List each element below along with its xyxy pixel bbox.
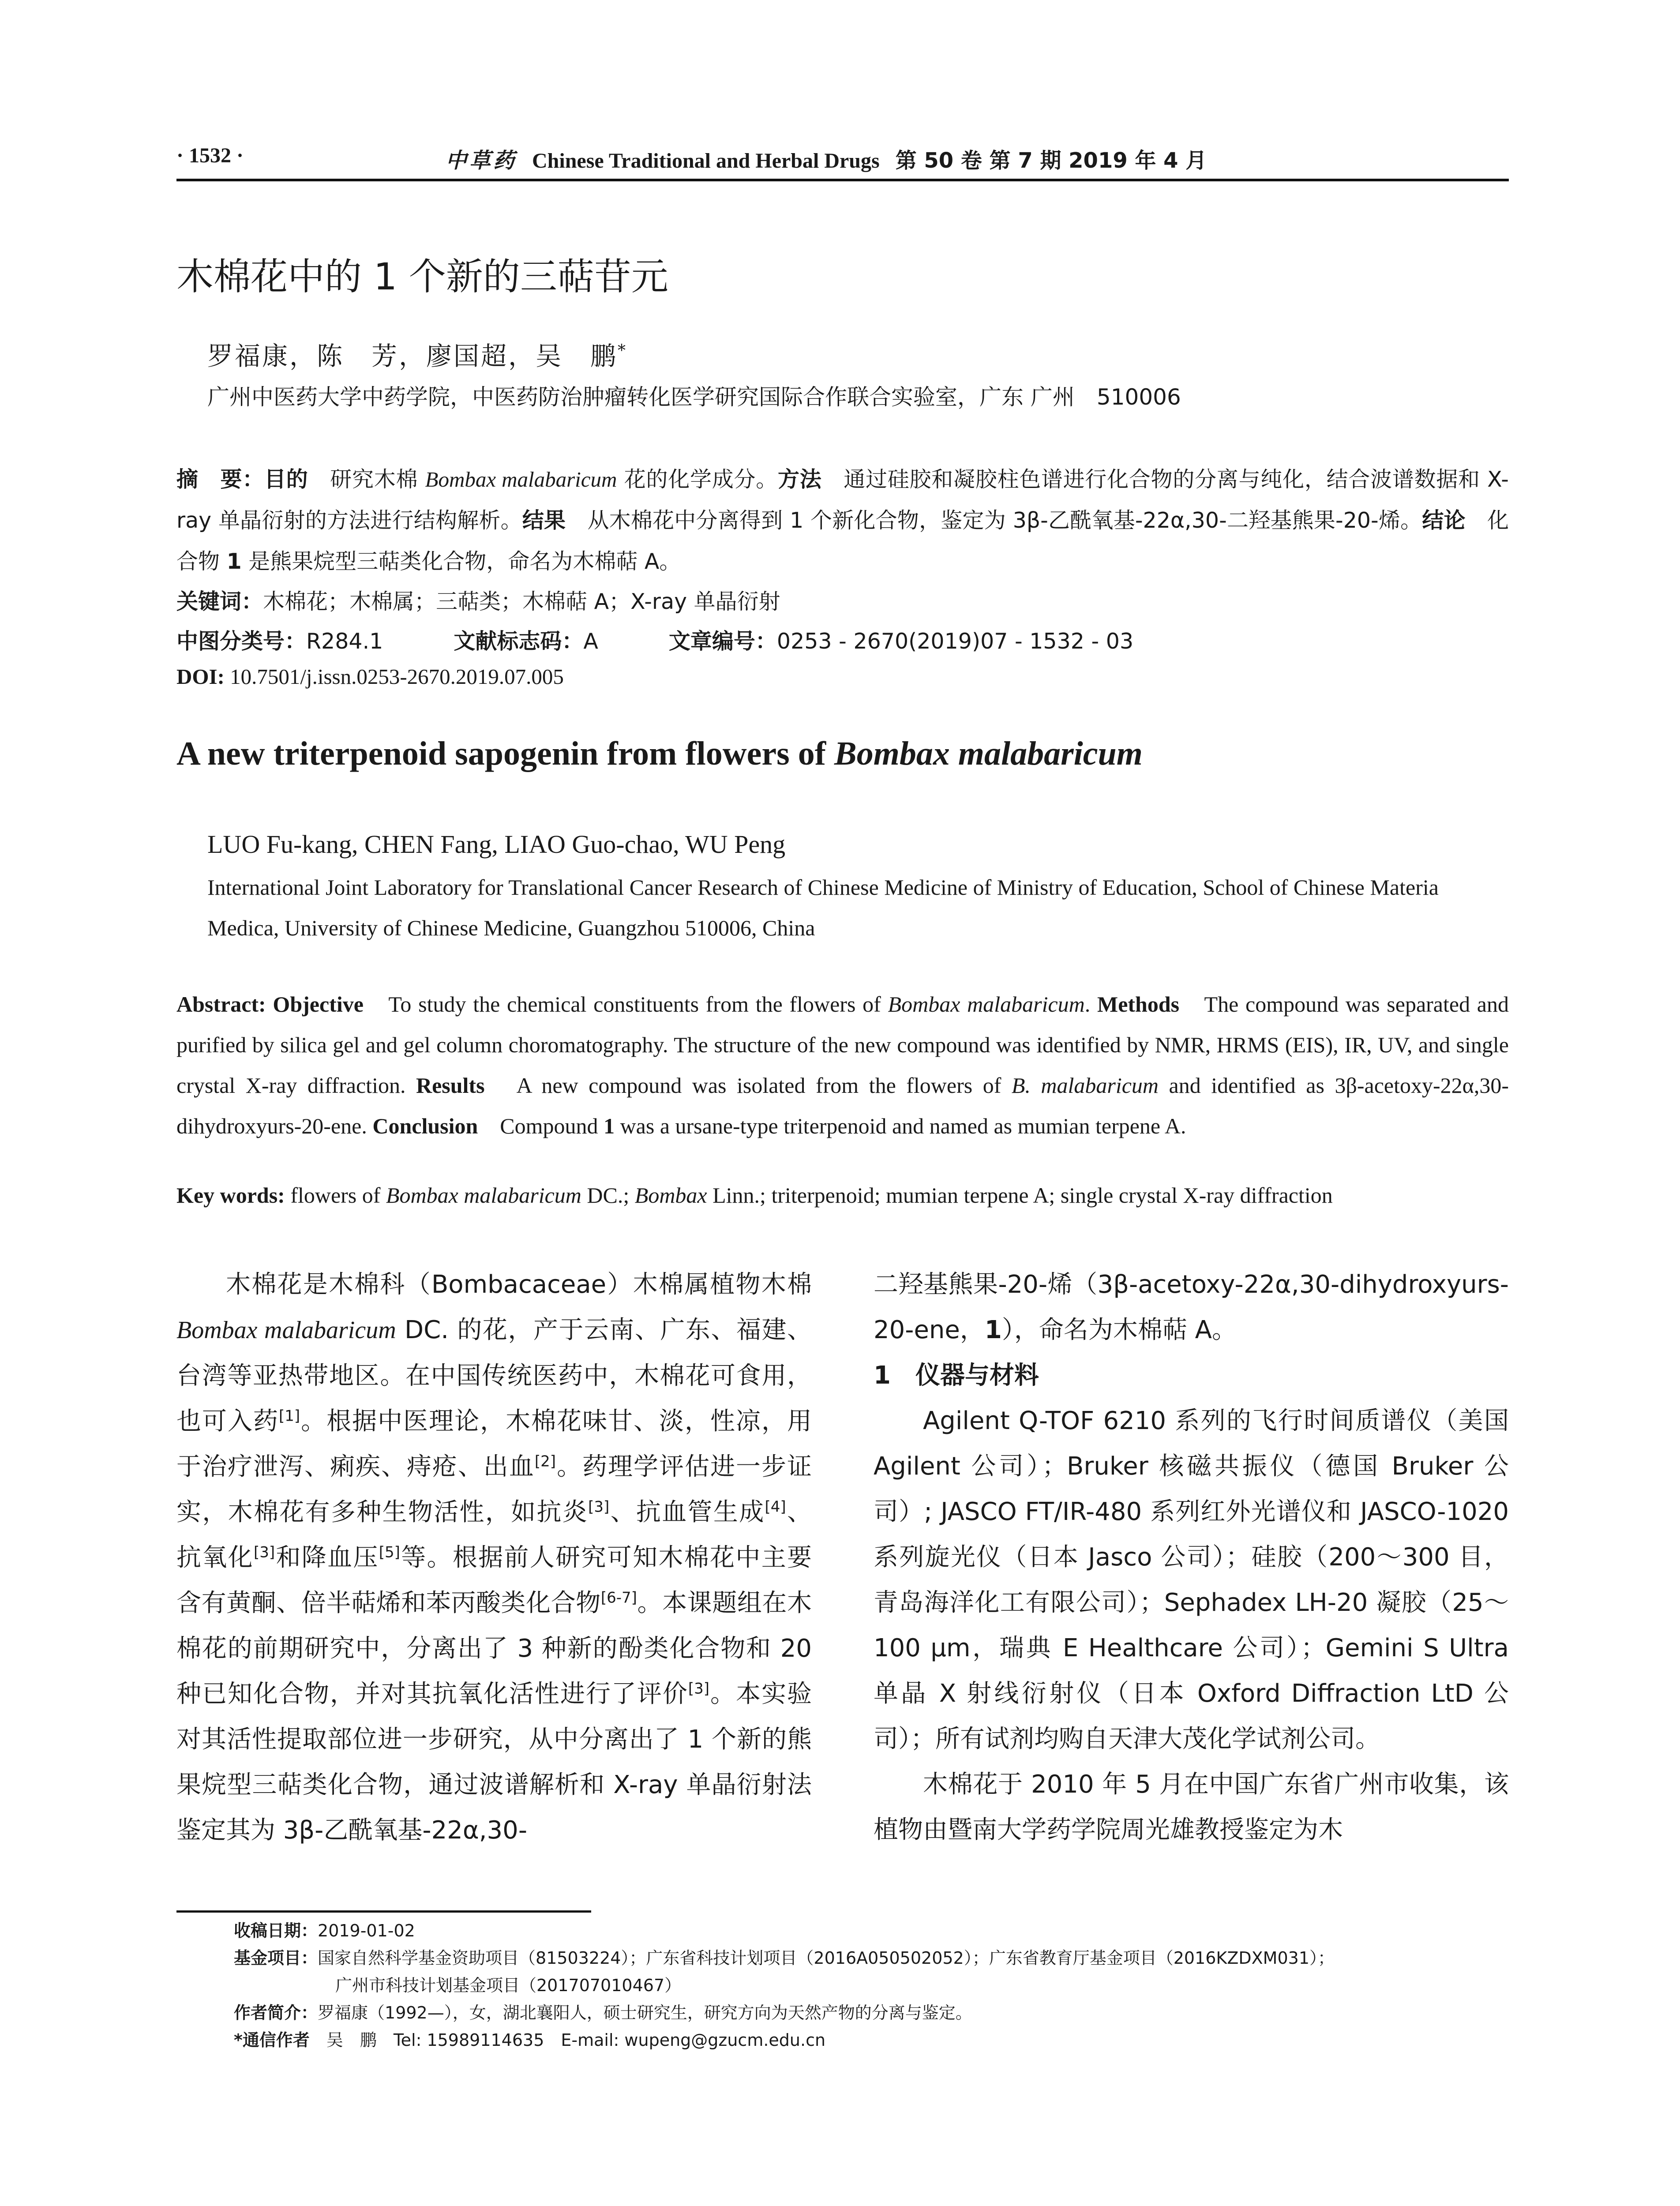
- authors-en: LUO Fu-kang, CHEN Fang, LIAO Guo-chao, WU Peng: [207, 830, 786, 859]
- abstract-en-objective-end: .: [1084, 992, 1097, 1017]
- section-heading: 1 仪器与材料: [874, 1361, 1039, 1390]
- abstract-cn-results-label: 结果: [522, 508, 566, 533]
- footnote-received: [234, 1917, 1509, 1944]
- abstract-en: [176, 984, 1509, 1146]
- affiliation-en: International Joint Laboratory for Translational Cancer Research of Chinese Medicine of Ministry of Education, School of Chinese Materia Medica, University of Chinese Medicine, Guangzhou 510006, China: [207, 875, 1439, 940]
- abstract-cn-label: 摘 要：: [176, 467, 264, 492]
- citation: [4]: [765, 1498, 786, 1516]
- abstract-cn: [176, 459, 1509, 582]
- body-text: ），命名为木棉萜 A。: [1001, 1316, 1237, 1344]
- abstract-cn-methods-label: 方法: [777, 467, 822, 492]
- keywords-en: [176, 1182, 1333, 1208]
- footnote-text: 2019-01-02: [318, 1921, 415, 1940]
- body-text: 木棉花是木棉科（Bombacaceae）木棉属植物木棉: [226, 1270, 812, 1299]
- journal-name-cn: 中草药: [446, 148, 518, 173]
- abstract-cn-conclusion: 化合物: [176, 508, 1509, 574]
- body-text: 。药理学评估进一步证实，木棉花有多种生物活性，如抗炎: [176, 1452, 812, 1527]
- keywords-en-label: Key words:: [176, 1183, 285, 1208]
- page-number: · 1532 ·: [176, 144, 244, 167]
- footnotes: [234, 1917, 1509, 2054]
- corresponding-mark: *: [618, 341, 628, 360]
- authors-cn-names: 罗福康，陈 芳，廖国超，吴 鹏: [207, 341, 618, 371]
- keywords-en-text: flowers of: [285, 1183, 386, 1208]
- species-name: Bombax malabaricum: [888, 992, 1085, 1017]
- citation: [3]: [253, 1543, 275, 1561]
- journal-issue: 第 50 卷 第 7 期 2019 年 4 月: [895, 148, 1207, 173]
- article-title-en: [176, 735, 1143, 773]
- species-name: Bombax malabaricum: [425, 467, 617, 491]
- article-id-value: 0253 - 2670(2019)07 - 1532 - 03: [776, 629, 1134, 654]
- abstract-cn-conclusion-end: 是熊果烷型三萜类化合物，命名为木棉萜 A。: [241, 549, 681, 574]
- abstract-cn-objective-end: 花的化学成分。: [617, 467, 778, 492]
- keywords-cn-label: 关键词：: [176, 589, 263, 614]
- doi-label: DOI:: [176, 664, 225, 689]
- clc-label: 中图分类号：: [176, 629, 307, 654]
- abstract-cn-methods: 通过硅胶和凝胶柱色谱进行化合物的分离与纯化，结合波谱数据和 X-ray 单晶衍射的方法进行结构解析。: [176, 467, 1509, 533]
- article-title-en-species: Bombax malabaricum: [834, 735, 1143, 772]
- article-title-en-text: A new triterpenoid sapogenin from flowers of: [176, 735, 835, 772]
- abstract-en-label: Abstract: Objective: [176, 992, 364, 1017]
- footnote-author-bio: [234, 1999, 1509, 2026]
- abstract-en-results-end: and identified as 3β-acetoxy-22α,30-dihydroxyurs-20-ene.: [176, 1073, 1509, 1138]
- affiliation-cn: 广州中医药大学中药学院，中医药防治肿瘤转化医学研究国际合作联合实验室，广东 广州 510006: [207, 384, 1181, 410]
- footnote-label: 作者简介：: [234, 2003, 318, 2022]
- body-text: DC. 的花，产于云南、广东、福建、台湾等亚热带地区。在中国传统医药中，木棉花可食用，也可入药: [176, 1316, 812, 1436]
- doc-code-label: 文献标志码：: [454, 629, 584, 654]
- species-name: Bombax malabaricum: [386, 1183, 581, 1208]
- doi-value: 10.7501/j.issn.0253-2670.2019.07.005: [230, 664, 564, 689]
- footnote-label: *通信作者: [234, 2030, 310, 2050]
- article-id-label: 文章编号：: [668, 629, 777, 654]
- footnote-text: 国家自然科学基金资助项目（81503224）；广东省科技计划项目（2016A050502052）；广东省教育厅基金项目（2016KZDXM031）；: [318, 1948, 1335, 1968]
- body-paragraph: [874, 1262, 1509, 1353]
- classification-line: [176, 624, 1133, 655]
- species-name: B. malabaricum: [1011, 1073, 1159, 1098]
- footnote-text: 广州市科技计划基金项目（201707010467）: [335, 1976, 682, 1995]
- abstract-en-conclusion-label: Conclusion: [372, 1114, 478, 1138]
- compound-number: 1: [984, 1316, 1002, 1344]
- keywords-cn: [176, 585, 780, 615]
- abstract-en-results: A new compound was isolated from the flowers of: [484, 1073, 1012, 1098]
- body-text: 二羟基熊果-20-烯（3β-acetoxy-22α,30-dihydroxyurs-20-ene，: [874, 1270, 1509, 1344]
- footnote-label: 收稿日期：: [234, 1921, 318, 1940]
- clc-value: R284.1: [306, 629, 383, 654]
- compound-number: 1: [604, 1114, 615, 1138]
- abstract-en-results-label: Results: [416, 1073, 485, 1098]
- body-paragraph: [176, 1262, 812, 1853]
- body-text: 。本课题组在木棉花的前期研究中，分离出了 3 种新的酚类化合物和 20 种已知化合物，并对其抗氧化活性进行了评价: [176, 1589, 812, 1708]
- citation: [3]: [688, 1680, 710, 1698]
- doi-line: [176, 664, 564, 689]
- body-column-right: [874, 1262, 1509, 1853]
- citation: [1]: [278, 1407, 300, 1425]
- footnote-text: 吴 鹏 Tel: 15989114635 E-mail: wupeng@gzucm.edu.cn: [309, 2030, 826, 2050]
- keywords-en-text: DC.;: [581, 1183, 635, 1208]
- citation: [2]: [534, 1452, 556, 1471]
- abstract-en-methods-label: Methods: [1097, 992, 1180, 1017]
- body-text: 等。根据前人研究可知木棉花中主要含有黄酮、倍半萜烯和苯丙酸类化合物: [176, 1543, 812, 1617]
- citation: [5]: [379, 1543, 400, 1561]
- journal-line: [446, 143, 1207, 174]
- abstract-cn-results: 从木棉花中分离得到 1 个新化合物，鉴定为 3β-乙酰氧基-22α,30-二羟基熊果-20-烯。: [566, 508, 1422, 533]
- doc-code-value: A: [583, 629, 598, 654]
- abstract-cn-objective-label: 目的: [264, 467, 308, 492]
- keywords-en-text: Linn.; triterpenoid; mumian terpene A; single crystal X-ray diffraction: [707, 1183, 1333, 1208]
- body-text: 。根据中医理论，木棉花味甘、淡，性凉，用于治疗泄泻、痢疾、痔疮、出血: [176, 1407, 812, 1481]
- running-header: [176, 139, 1509, 181]
- footnote-corresponding: [234, 2026, 1509, 2054]
- citation: [6-7]: [600, 1589, 637, 1607]
- abstract-en-conclusion-end: was a ursane-type triterpenoid and named as mumian terpene A.: [615, 1114, 1186, 1138]
- article-title-cn: 木棉花中的 1 个新的三萜苷元: [176, 255, 668, 298]
- body-paragraph: Agilent Q-TOF 6210 系列的飞行时间质谱仪（美国 Agilent 公司）；Bruker 核磁共振仪（德国 Bruker 公司）; JASCO FT/IR-480 系列红外光谱仪和 JASCO-1020 系列旋光仪（日本 Jasco 公司）；硅胶（200～300 目，青岛海洋化工有限公司）；Sephadex LH-20 凝胶（25～100 μm，瑞典 E Healthcare 公司）；Gemini S Ultra 单晶 X 射线衍射仪（日本 Oxford Diffraction LtD 公司）；所有试剂均购自天津大茂化学试剂公司。: [874, 1407, 1509, 1753]
- footnote-funding: [234, 1944, 1509, 1999]
- body-column-left: [176, 1262, 812, 1853]
- citation: [3]: [588, 1498, 610, 1516]
- body-paragraph: 木棉花于 2010 年 5 月在中国广东省广州市收集，该植物由暨南大学药学院周光雄教授鉴定为木: [874, 1770, 1509, 1844]
- body-text: 。本实验对其活性提取部位进一步研究，从中分离出了 1 个新的熊果烷型三萜类化合物，通过波谱解析和 X-ray 单晶衍射法鉴定其为 3β-乙酰氧基-22α,30-: [176, 1680, 812, 1845]
- footnote-label: 基金项目：: [234, 1948, 318, 1968]
- abstract-cn-conclusion-label: 结论: [1422, 508, 1466, 533]
- footnote-rule: [176, 1910, 591, 1913]
- footnote-text: 罗福康（1992—），女，湖北襄阳人，硕士研究生，研究方向为天然产物的分离与鉴定。: [318, 2003, 972, 2022]
- body-text: 、抗血管生成: [609, 1498, 765, 1527]
- body-text: 和降血压: [275, 1543, 379, 1572]
- compound-number: 1: [226, 549, 242, 574]
- abstract-en-methods: The compound was separated and purified by silica gel and gel column choromatography. The structure of the new compound was identified by NMR, HRMS (EIS), IR, UV, and single crystal X-ray diffraction.: [176, 992, 1509, 1098]
- abstract-en-conclusion: Compound: [478, 1114, 604, 1138]
- keywords-cn-text: 木棉花；木棉属；三萜类；木棉萜 A；X-ray 单晶衍射: [263, 589, 780, 614]
- authors-cn: [207, 335, 627, 372]
- journal-name-en: Chinese Traditional and Herbal Drugs: [532, 149, 880, 173]
- abstract-cn-objective: 研究木棉: [308, 467, 425, 492]
- species-name: Bombax malabaricum: [176, 1317, 396, 1344]
- abstract-en-objective: To study the chemical constituents from the flowers of: [363, 992, 888, 1017]
- genus-name: Bombax: [634, 1183, 707, 1208]
- body-text: 、抗氧化: [176, 1498, 812, 1572]
